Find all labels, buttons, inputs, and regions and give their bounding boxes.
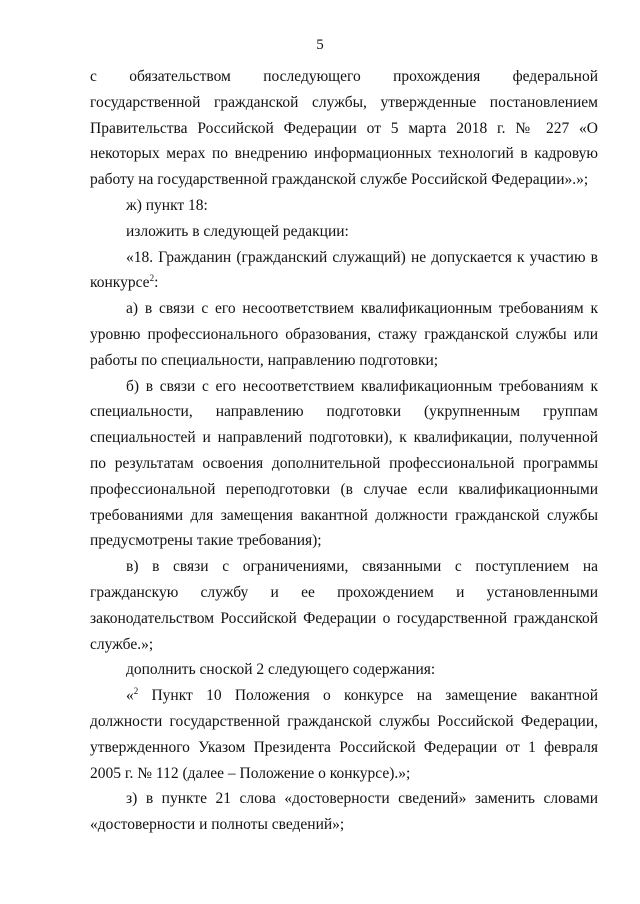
document-body <box>90 64 598 838</box>
paragraph-text: дополнить сноской 2 следующего содержания: <box>126 661 436 679</box>
paragraph-text: «18. Гражданин (гражданский служащий) не допускается к участию в конкурсе <box>90 248 598 292</box>
paragraph-p7 <box>90 554 598 657</box>
footnote-marker: 2 <box>133 685 139 696</box>
paragraph-text: Пункт 10 Положения о конкурсе на замещение вакантной должности государственной гражданской службы Российской Федерации, утвержденного Указом Президента Российской Федерации от 1 февраля 2005 г. № 112 (далее – Положение о конкурсе).»; <box>90 687 598 782</box>
paragraph-p6 <box>90 374 598 555</box>
paragraph-text: ж) пункт 18: <box>126 196 208 214</box>
paragraph-p9 <box>90 683 598 786</box>
paragraph-text: з) в пункте 21 слова «достоверности сведений» заменить словами «достоверности и полноты сведений»; <box>90 790 598 834</box>
page-number: 5 <box>316 37 324 53</box>
paragraph-p8 <box>90 657 598 683</box>
paragraph-text: « <box>126 687 134 705</box>
paragraph-text: в) в связи с ограничениями, связанными с поступлением на гражданскую службу и ее прохождением и установленными законодательством Российской Федерации о государственной гражданской службе.»; <box>90 558 598 653</box>
paragraph-text: : <box>154 274 159 292</box>
footnote-marker: 2 <box>149 273 155 284</box>
paragraph-text: изложить в следующей редакции: <box>126 222 349 240</box>
paragraph-p10 <box>90 786 598 838</box>
paragraph-p5 <box>90 296 598 373</box>
paragraph-p3 <box>90 219 598 245</box>
paragraph-p2 <box>90 193 598 219</box>
paragraph-p4 <box>90 245 598 297</box>
paragraph-text: с обязательством последующего прохождения федеральной государственной гражданской службы, утвержденные постановлением Правительства Российской Федерации от 5 марта 2018 г. № 227 «О некоторых мерах по внедрению информационных технологий в кадровую работу на государственной гражданской службе Российской Федерации».»; <box>90 68 598 189</box>
paragraph-text: б) в связи с его несоответствием квалификационным требованиям к специальности, направлению подготовки (укрупненным группам специальностей и направлений подготовки), к квалификации, полученной по результатам освоения дополнительной профессиональной программы профессиональной переподготовки (в случае если квалификационными требованиями для замещения вакантной должности гражданской службы предусмотрены такие требования); <box>90 377 598 550</box>
paragraph-text: а) в связи с его несоответствием квалификационным требованиям к уровню профессионального образования, стажу гражданской службы или работы по специальности, направлению подготовки; <box>90 300 598 369</box>
paragraph-p1 <box>90 64 598 193</box>
